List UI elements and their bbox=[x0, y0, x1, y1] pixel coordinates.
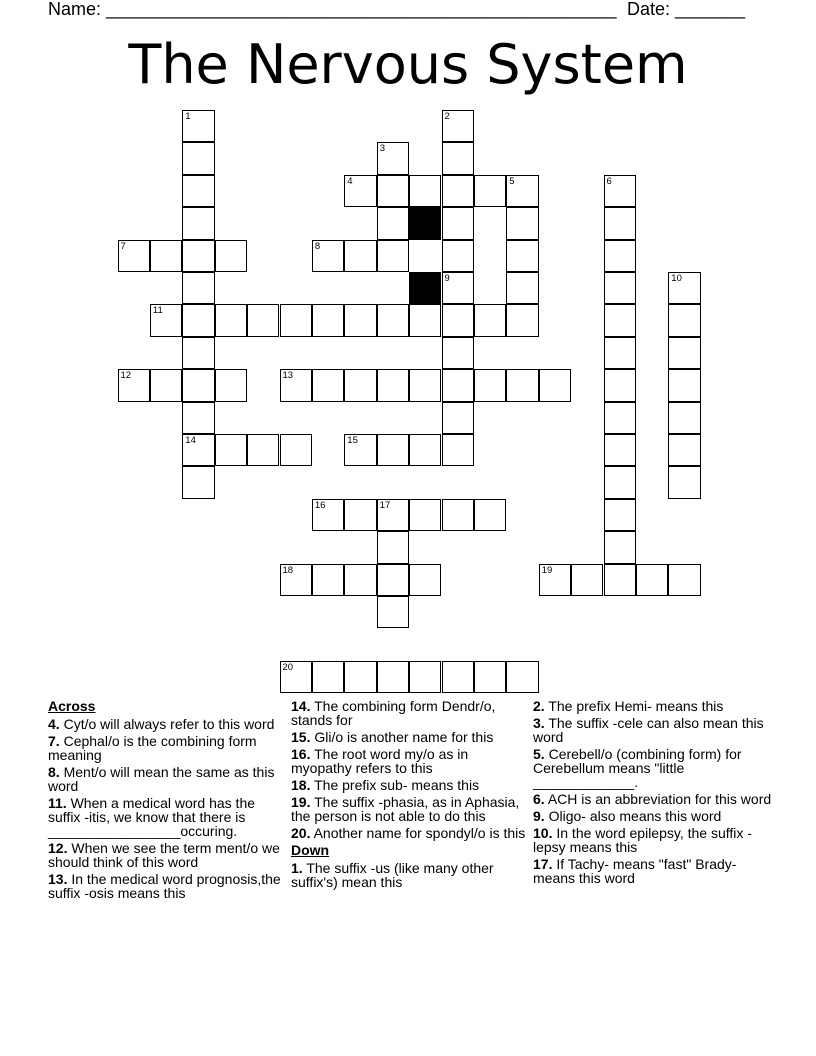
grid-cell[interactable] bbox=[442, 369, 474, 401]
clue-text: The prefix Hemi- means this bbox=[548, 698, 724, 714]
grid-cell[interactable] bbox=[539, 564, 571, 596]
across-clue bbox=[48, 872, 288, 900]
clue-column-1 bbox=[48, 699, 288, 903]
grid-cell[interactable] bbox=[409, 661, 441, 693]
down-clue bbox=[533, 699, 773, 713]
clue-text: Ment/o will mean the same as this word bbox=[48, 764, 275, 794]
grid-cell[interactable] bbox=[280, 369, 312, 401]
across-heading: Across bbox=[48, 698, 96, 714]
grid-cell[interactable] bbox=[409, 564, 441, 596]
grid-cell[interactable] bbox=[215, 304, 247, 336]
clue-number: 2. bbox=[533, 698, 545, 714]
grid-cell[interactable] bbox=[506, 175, 538, 207]
grid-cell[interactable] bbox=[182, 337, 214, 369]
clue-text: When we see the term ment/o we should think of this word bbox=[48, 840, 280, 870]
grid-cell[interactable] bbox=[474, 304, 506, 336]
clue-text: Another name for spondyl/o is this bbox=[313, 825, 526, 841]
clue-number-17: 17 bbox=[379, 499, 391, 511]
clue-number-2: 2 bbox=[444, 111, 450, 122]
grid-cell[interactable] bbox=[377, 434, 409, 466]
grid-cell[interactable] bbox=[280, 661, 312, 693]
grid-cell[interactable] bbox=[409, 434, 441, 466]
grid-cell[interactable] bbox=[312, 661, 344, 693]
clue-column-3 bbox=[533, 699, 773, 888]
grid-cell[interactable] bbox=[506, 304, 538, 336]
clue-number-15: 15 bbox=[347, 435, 358, 446]
grid-cell[interactable] bbox=[377, 175, 409, 207]
grid-cell[interactable] bbox=[409, 175, 441, 207]
grid-cell[interactable] bbox=[442, 337, 474, 369]
grid-cell[interactable] bbox=[604, 434, 636, 466]
grid-cell[interactable] bbox=[604, 402, 636, 434]
grid-cell[interactable] bbox=[604, 369, 636, 401]
grid-cell[interactable] bbox=[182, 369, 214, 401]
grid-cell[interactable] bbox=[344, 661, 376, 693]
clue-text: Cyt/o will always refer to this word bbox=[63, 716, 275, 732]
clue-text: When a medical word has the suffix -itis, we know that there is _________________occuring. bbox=[48, 795, 256, 839]
clue-number: 12. bbox=[48, 840, 68, 856]
across-clue bbox=[291, 778, 531, 792]
clue-number: 3. bbox=[533, 715, 545, 731]
across-clue bbox=[48, 796, 288, 838]
grid-cell[interactable] bbox=[280, 564, 312, 596]
grid-cell[interactable] bbox=[668, 337, 700, 369]
grid-cell[interactable] bbox=[377, 240, 409, 272]
grid-cell[interactable] bbox=[442, 175, 474, 207]
grid-cell[interactable] bbox=[442, 272, 474, 304]
grid-cell[interactable] bbox=[442, 304, 474, 336]
down-clue bbox=[533, 857, 773, 885]
page-title: The Nervous System bbox=[128, 33, 688, 96]
clue-column-2 bbox=[291, 699, 531, 892]
grid-cell[interactable] bbox=[247, 304, 279, 336]
grid-cell[interactable] bbox=[377, 596, 409, 628]
across-clue bbox=[291, 699, 531, 727]
grid-cell[interactable] bbox=[377, 661, 409, 693]
grid-cell[interactable] bbox=[312, 564, 344, 596]
clue-number-10: 10 bbox=[671, 273, 682, 284]
grid-cell[interactable] bbox=[280, 434, 312, 466]
clue-text: The combining form Dendr/o, stands for bbox=[291, 698, 496, 728]
grid-cell[interactable] bbox=[668, 466, 700, 498]
clue-number: 16. bbox=[291, 746, 311, 762]
grid-cell[interactable] bbox=[150, 304, 182, 336]
grid-cell[interactable] bbox=[118, 240, 150, 272]
grid-cell[interactable] bbox=[344, 240, 376, 272]
grid-cell[interactable] bbox=[539, 369, 571, 401]
grid-cell[interactable] bbox=[571, 564, 603, 596]
name-field[interactable]: Name: ___________________________________________________ bbox=[48, 0, 617, 19]
grid-cell[interactable] bbox=[604, 531, 636, 563]
clue-number-18: 18 bbox=[282, 564, 294, 576]
clue-number-3: 3 bbox=[379, 143, 385, 155]
grid-cell[interactable] bbox=[604, 304, 636, 336]
black-cell bbox=[409, 207, 441, 239]
across-clue bbox=[48, 734, 288, 762]
across-clue bbox=[291, 747, 531, 775]
grid-cell[interactable] bbox=[377, 369, 409, 401]
grid-cell[interactable] bbox=[604, 564, 636, 596]
across-clue bbox=[291, 795, 531, 823]
grid-cell[interactable] bbox=[377, 499, 409, 531]
grid-cell[interactable] bbox=[215, 434, 247, 466]
grid-cell[interactable] bbox=[668, 272, 700, 304]
grid-cell[interactable] bbox=[377, 531, 409, 563]
grid-cell[interactable] bbox=[182, 466, 214, 498]
grid-cell[interactable] bbox=[182, 434, 214, 466]
grid-cell[interactable] bbox=[344, 175, 376, 207]
black-cell bbox=[409, 272, 441, 304]
clue-text: The suffix -cele can also mean this word bbox=[533, 715, 764, 745]
grid-cell[interactable] bbox=[506, 207, 538, 239]
clue-number: 15. bbox=[291, 729, 311, 745]
across-clue bbox=[48, 717, 288, 731]
clue-number: 10. bbox=[533, 825, 553, 841]
grid-cell[interactable] bbox=[344, 304, 376, 336]
grid-cell[interactable] bbox=[604, 499, 636, 531]
down-clue bbox=[533, 792, 773, 806]
clue-number-16: 16 bbox=[314, 499, 326, 511]
across-clue bbox=[48, 841, 288, 869]
clue-text: ACH is an abbreviation for this word bbox=[547, 791, 772, 807]
clue-number: 4. bbox=[48, 716, 60, 732]
clue-number-4: 4 bbox=[347, 175, 353, 187]
grid-cell[interactable] bbox=[215, 369, 247, 401]
clue-text: Cephal/o is the combining form meaning bbox=[48, 733, 257, 763]
grid-cell[interactable] bbox=[668, 434, 700, 466]
grid-cell[interactable] bbox=[150, 369, 182, 401]
clue-number-11: 11 bbox=[152, 305, 163, 317]
grid-cell[interactable] bbox=[604, 337, 636, 369]
grid-cell[interactable] bbox=[474, 499, 506, 531]
grid-cell[interactable] bbox=[409, 304, 441, 336]
clue-number-8: 8 bbox=[314, 240, 321, 252]
grid-cell[interactable] bbox=[604, 207, 636, 239]
grid-cell[interactable] bbox=[150, 240, 182, 272]
clue-number-9: 9 bbox=[444, 273, 450, 284]
grid-cell[interactable] bbox=[474, 661, 506, 693]
clue-text: The suffix -phasia, as in Aphasia, the person is not able to do this bbox=[291, 794, 520, 824]
clue-text: If Tachy- means "fast" Brady- means this word bbox=[533, 856, 737, 886]
grid-cell[interactable] bbox=[312, 499, 344, 531]
grid-cell[interactable] bbox=[344, 499, 376, 531]
grid-cell[interactable] bbox=[215, 240, 247, 272]
clue-number-6: 6 bbox=[606, 175, 612, 187]
clue-number: 14. bbox=[291, 698, 311, 714]
down-clue bbox=[533, 809, 773, 823]
clue-number-5: 5 bbox=[509, 175, 515, 187]
grid-cell[interactable] bbox=[312, 240, 344, 272]
grid-cell[interactable] bbox=[442, 142, 474, 174]
grid-cell[interactable] bbox=[182, 240, 214, 272]
grid-cell[interactable] bbox=[182, 110, 214, 142]
grid-cell[interactable] bbox=[506, 240, 538, 272]
grid-cell[interactable] bbox=[442, 661, 474, 693]
grid-cell[interactable] bbox=[442, 499, 474, 531]
grid-cell[interactable] bbox=[604, 466, 636, 498]
clue-number: 6. bbox=[533, 791, 545, 807]
grid-cell[interactable] bbox=[182, 175, 214, 207]
across-clue bbox=[291, 826, 531, 840]
clue-number: 9. bbox=[533, 808, 545, 824]
clue-text: In the medical word prognosis,the suffix -osis means this bbox=[48, 871, 281, 901]
grid-cell[interactable] bbox=[377, 304, 409, 336]
down-clue bbox=[533, 826, 773, 854]
across-clue bbox=[291, 730, 531, 744]
clue-number-19: 19 bbox=[541, 564, 553, 576]
clue-number: 13. bbox=[48, 871, 68, 887]
grid-cell[interactable] bbox=[442, 207, 474, 239]
grid-cell[interactable] bbox=[118, 369, 150, 401]
grid-cell[interactable] bbox=[442, 110, 474, 142]
clue-text: Gli/o is another name for this bbox=[314, 729, 494, 745]
grid-cell[interactable] bbox=[377, 207, 409, 239]
clue-number-20: 20 bbox=[282, 661, 294, 673]
clue-number-13: 13 bbox=[282, 370, 294, 382]
grid-cell[interactable] bbox=[182, 142, 214, 174]
clue-text: In the word epilepsy, the suffix -lepsy means this bbox=[533, 825, 752, 855]
grid-cell[interactable] bbox=[506, 661, 538, 693]
clue-text: The prefix sub- means this bbox=[314, 777, 480, 793]
grid-cell[interactable] bbox=[182, 402, 214, 434]
grid-cell[interactable] bbox=[377, 142, 409, 174]
grid-cell[interactable] bbox=[474, 175, 506, 207]
grid-cell[interactable] bbox=[604, 272, 636, 304]
grid-cell[interactable] bbox=[312, 369, 344, 401]
grid-cell[interactable] bbox=[668, 564, 700, 596]
grid-cell[interactable] bbox=[409, 369, 441, 401]
grid-cell[interactable] bbox=[377, 564, 409, 596]
grid-cell[interactable] bbox=[247, 434, 279, 466]
clue-number: 8. bbox=[48, 764, 60, 780]
grid-cell[interactable] bbox=[312, 304, 344, 336]
down-clue bbox=[533, 716, 773, 744]
clue-number-7: 7 bbox=[120, 240, 126, 252]
grid-cell[interactable] bbox=[442, 402, 474, 434]
grid-cell[interactable] bbox=[344, 564, 376, 596]
grid-cell[interactable] bbox=[182, 272, 214, 304]
clue-number: 1. bbox=[291, 860, 303, 876]
clue-number: 18. bbox=[291, 777, 311, 793]
clue-number: 11. bbox=[48, 795, 67, 811]
grid-cell[interactable] bbox=[182, 207, 214, 239]
date-field[interactable]: Date: _______ bbox=[627, 0, 746, 19]
grid-cell[interactable] bbox=[344, 369, 376, 401]
grid-cell[interactable] bbox=[506, 272, 538, 304]
grid-cell[interactable] bbox=[280, 304, 312, 336]
grid-cell[interactable] bbox=[668, 369, 700, 401]
clue-number-12: 12 bbox=[120, 370, 132, 382]
down-clue bbox=[291, 861, 531, 889]
grid-cell[interactable] bbox=[636, 564, 668, 596]
grid-cell[interactable] bbox=[182, 304, 214, 336]
grid-cell[interactable] bbox=[506, 369, 538, 401]
clue-text: The suffix -us (like many other suffix's) mean this bbox=[291, 860, 494, 890]
down-clue bbox=[533, 747, 773, 789]
clue-number: 5. bbox=[533, 746, 545, 762]
grid-cell[interactable] bbox=[442, 434, 474, 466]
clue-number-1: 1 bbox=[185, 111, 191, 122]
grid-cell[interactable] bbox=[668, 304, 700, 336]
clue-number: 7. bbox=[48, 733, 60, 749]
grid-cell[interactable] bbox=[604, 240, 636, 272]
clue-text: Oligo- also means this word bbox=[548, 808, 722, 824]
down-heading: Down bbox=[291, 842, 330, 858]
grid-cell[interactable] bbox=[668, 402, 700, 434]
clue-number: 17. bbox=[533, 856, 553, 872]
grid-cell[interactable] bbox=[442, 240, 474, 272]
grid-cell[interactable] bbox=[409, 499, 441, 531]
clue-number: 20. bbox=[291, 825, 311, 841]
clue-number-14: 14 bbox=[185, 435, 196, 446]
clue-text: The root word my/o as in myopathy refers to this bbox=[291, 746, 469, 776]
clue-number: 19. bbox=[291, 794, 311, 810]
grid-cell[interactable] bbox=[474, 369, 506, 401]
clue-text: Cerebell/o (combining form) for Cerebellum means "little _____________. bbox=[533, 746, 742, 790]
grid-cell[interactable] bbox=[344, 434, 376, 466]
across-clue bbox=[48, 765, 288, 793]
grid-cell[interactable] bbox=[604, 175, 636, 207]
